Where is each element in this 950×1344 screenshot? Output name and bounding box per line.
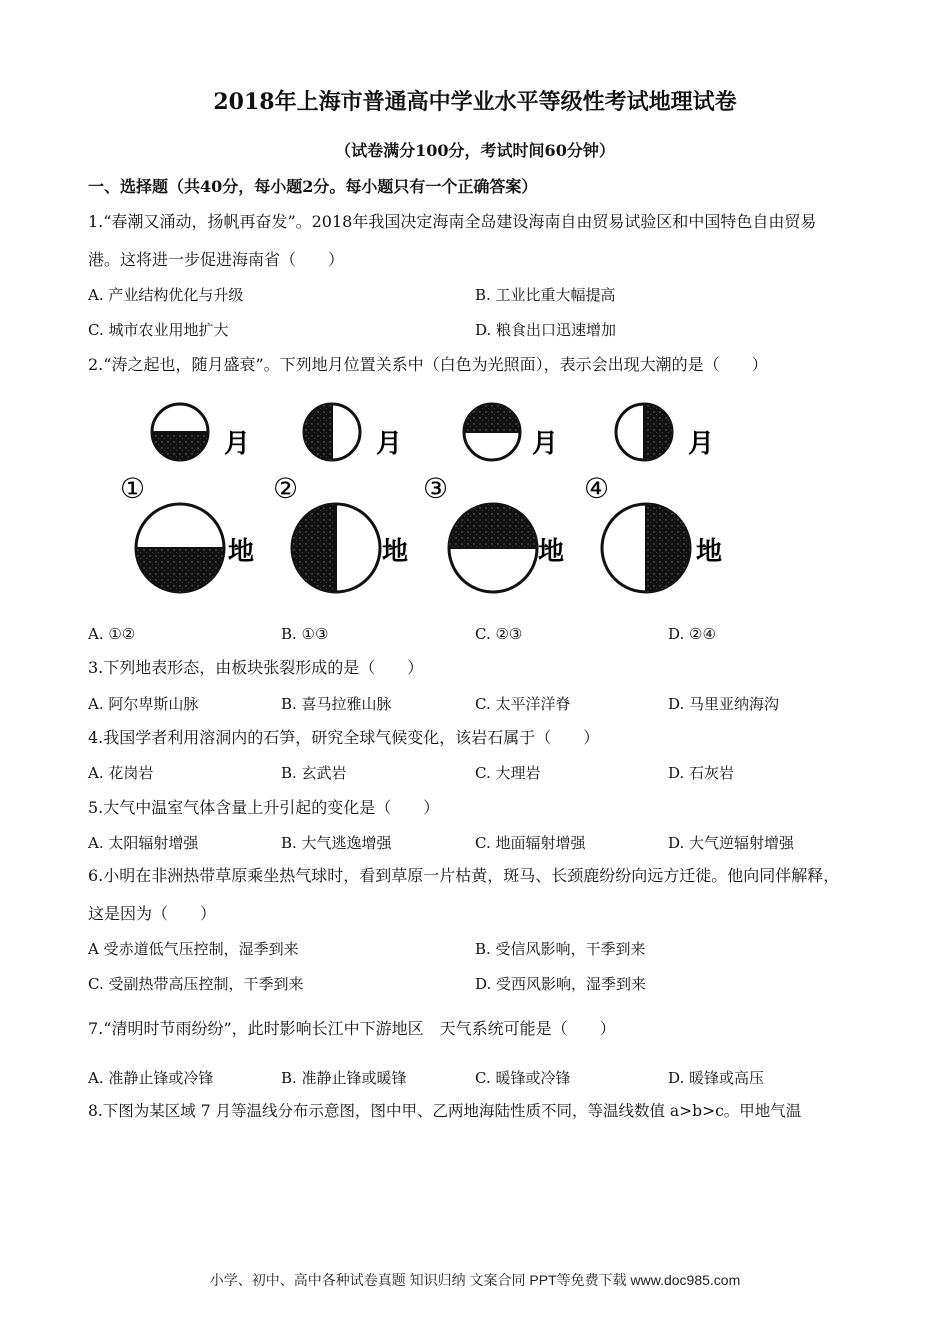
q5-option-c: C. 地面辐射增强	[475, 834, 586, 852]
diagram-number-4: ④	[584, 472, 610, 505]
diagram-3	[423, 404, 564, 592]
moon-label-2: 月	[376, 429, 403, 459]
q7-option-c: C. 暖锋或冷锋	[475, 1069, 571, 1087]
q7-stem: 7.“清明时节雨纷纷”，此时影响长江中下游地区 天气系统可能是（ ）	[88, 1019, 616, 1038]
q2-option-d: D. ②④	[668, 625, 716, 643]
q6-option-d: D. 受西风影响，湿季到来	[475, 975, 647, 993]
q6-stem-line2: 这是因为（ ）	[88, 904, 217, 923]
q3-stem: 3.下列地表形态，由板块张裂形成的是（ ）	[88, 658, 424, 677]
moon-label-3: 月	[532, 429, 559, 459]
q2-option-c: C. ②③	[475, 625, 523, 643]
q6-stem-line1: 6.小明在非洲热带草原乘坐热气球时，看到草原一片枯黄，斑马、长颈鹿纷纷向远方迁徙。他向同伴解释，	[88, 866, 840, 885]
moon-4	[616, 404, 672, 460]
earth-label-4: 地	[696, 537, 723, 567]
q1-stem-line2: 港。这将进一步促进海南省（ ）	[88, 250, 345, 269]
earth-2	[292, 504, 380, 592]
diagram-number-3: ③	[423, 472, 449, 505]
q2-option-b: B. ①③	[281, 625, 329, 643]
q5-option-d: D. 大气逆辐射增强	[668, 834, 795, 852]
q1-option-d: D. 粮食出口迅速增加	[475, 321, 617, 339]
q7-option-b: B. 准静止锋或暖锋	[281, 1069, 407, 1087]
moon-3	[464, 404, 520, 460]
exam-subtitle: （试卷满分100分，考试时间60分钟）	[335, 141, 615, 160]
earth-label-1: 地	[228, 537, 255, 567]
q6-option-b: B. 受信风影响，干季到来	[475, 940, 646, 958]
moon-label-4: 月	[688, 429, 715, 459]
moon-2	[304, 404, 360, 460]
earth-4	[602, 504, 690, 592]
earth-label-3: 地	[538, 537, 565, 567]
q1-option-c: C. 城市农业用地扩大	[88, 321, 229, 339]
page-footer: 小学、初中、高中各种试卷真题 知识归纳 文案合同 PPT等免费下载 www.doc985.com	[209, 1272, 741, 1288]
q8-stem: 8.下图为某区域 7 月等温线分布示意图，图中甲、乙两地海陆性质不同，等温线数值 a>b>c。甲地气温	[88, 1102, 802, 1120]
q7-option-a: A. 准静止锋或冷锋	[88, 1069, 214, 1087]
q2-stem: 2.“涛之起也，随月盛衰”。下列地月位置关系中（白色为光照面），表示会出现大潮的是（ ）	[88, 355, 768, 374]
q4-stem: 4.我国学者利用溶洞内的石笋，研究全球气候变化，该岩石属于（ ）	[88, 728, 600, 747]
q7-option-d: D. 暖锋或高压	[668, 1069, 765, 1087]
q1-option-a: A. 产业结构优化与升级	[88, 286, 244, 304]
q4-option-b: B. 玄武岩	[281, 764, 347, 782]
q5-stem: 5.大气中温室气体含量上升引起的变化是（ ）	[88, 798, 440, 817]
moon-1	[152, 404, 208, 460]
earth-1	[136, 504, 224, 592]
q6-option-c: C. 受副热带高压控制，干季到来	[88, 975, 304, 993]
moon-label-1: 月	[224, 429, 251, 459]
diagram-number-2: ②	[273, 472, 299, 505]
earth-3	[449, 504, 537, 592]
earth-label-2: 地	[382, 537, 409, 567]
q4-option-d: D. 石灰岩	[668, 764, 735, 782]
q3-option-a: A. 阿尔卑斯山脉	[88, 695, 199, 713]
section-heading: 一、选择题（共40分，每小题2分。每小题只有一个正确答案）	[88, 177, 538, 196]
q4-option-a: A. 花岗岩	[88, 764, 154, 782]
q5-option-a: A. 太阳辐射增强	[88, 834, 199, 852]
q3-option-d: D. 马里亚纳海沟	[668, 695, 780, 713]
q3-option-b: B. 喜马拉雅山脉	[281, 695, 392, 713]
q4-option-c: C. 大理岩	[475, 764, 541, 782]
diagram-4	[584, 404, 722, 592]
earth-moon-figure	[118, 398, 748, 598]
q6-option-a: A 受赤道低气压控制，湿季到来	[88, 940, 299, 958]
q2-option-a: A. ①②	[88, 625, 136, 643]
diagram-number-1: ①	[120, 472, 146, 505]
q1-stem-line1: 1.“春潮又涌动，扬帆再奋发”。2018年我国决定海南全岛建设海南自由贸易试验区和中国特色自由贸易	[88, 212, 817, 231]
q3-option-c: C. 太平洋洋脊	[475, 695, 571, 713]
exam-title: 2018年上海市普通高中学业水平等级性考试地理试卷	[213, 89, 737, 115]
diagram-1	[120, 404, 254, 592]
q1-option-b: B. 工业比重大幅提高	[475, 286, 616, 304]
diagram-2	[273, 404, 408, 592]
q5-option-b: B. 大气逃逸增强	[281, 834, 392, 852]
